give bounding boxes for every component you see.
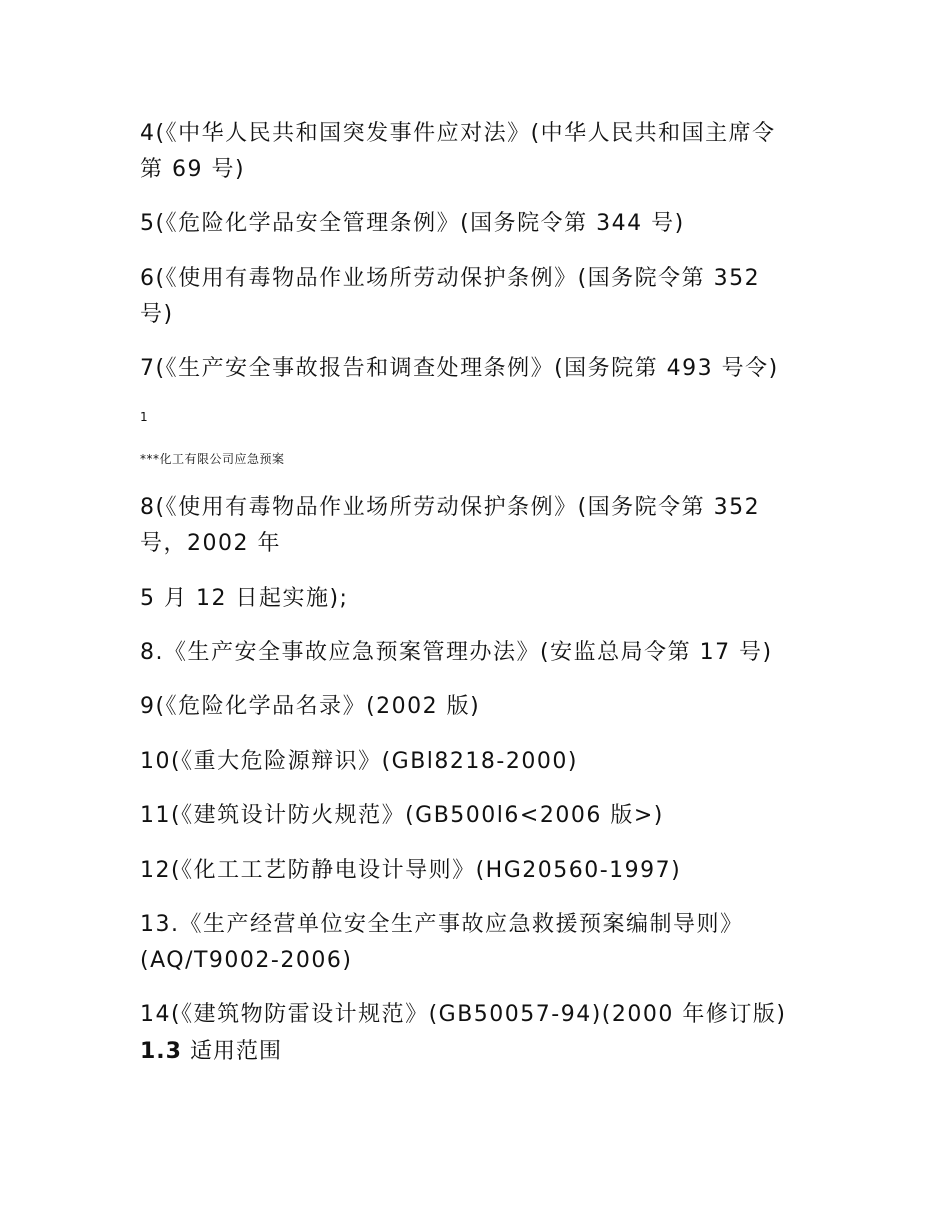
section-heading bbox=[140, 1034, 282, 1070]
reference-item-5: 5(《危险化学品安全管理条例》(国务院令第 344 号) bbox=[140, 211, 685, 236]
reference-item-4-line-2: 第 69 号) bbox=[140, 157, 246, 182]
reference-item-8-line-2: 号，2002 年 bbox=[140, 531, 281, 556]
reference-item-9: 9(《危险化学品名录》(2002 版) bbox=[140, 694, 481, 719]
reference-item-4-line-1: 4(《中华人民共和国突发事件应对法》(中华人民共和国主席令 bbox=[140, 121, 776, 146]
reference-item-6-line-2: 号) bbox=[140, 302, 174, 327]
reference-item-13-line-2: (AQ/T9002-2006) bbox=[140, 948, 353, 973]
reference-item-8-line-1: 8(《使用有毒物品作业场所劳动保护条例》(国务院令第 352 bbox=[140, 495, 761, 520]
reference-item-11: 11(《建筑设计防火规范》(GB500l6<2006 版>) bbox=[140, 803, 664, 828]
section-title: 适用范围 bbox=[189, 1039, 282, 1064]
section-number: 1.3 bbox=[140, 1039, 182, 1064]
reference-item-14: 14(《建筑物防雷设计规范》(GB50057-94)(2000 年修订版) bbox=[140, 1002, 787, 1027]
page-number: 1 bbox=[140, 410, 149, 424]
reference-item-10: 10(《重大危险源辩识》(GBl8218-2000) bbox=[140, 749, 578, 774]
reference-item-13-line-1: 13.《生产经营单位安全生产事故应急救援预案编制导则》 bbox=[140, 912, 744, 937]
reference-item-12: 12(《化工工艺防静电设计导则》(HG20560-1997) bbox=[140, 858, 682, 883]
reference-item-8b: 8.《生产安全事故应急预案管理办法》(安监总局令第 17 号) bbox=[140, 640, 773, 665]
running-header: ***化工有限公司应急预案 bbox=[140, 452, 285, 466]
reference-item-6-line-1: 6(《使用有毒物品作业场所劳动保护条例》(国务院令第 352 bbox=[140, 266, 761, 291]
reference-item-7: 7(《生产安全事故报告和调查处理条例》(国务院第 493 号令) bbox=[140, 356, 779, 381]
reference-item-8-continuation: 5 月 12 日起实施); bbox=[140, 586, 349, 611]
